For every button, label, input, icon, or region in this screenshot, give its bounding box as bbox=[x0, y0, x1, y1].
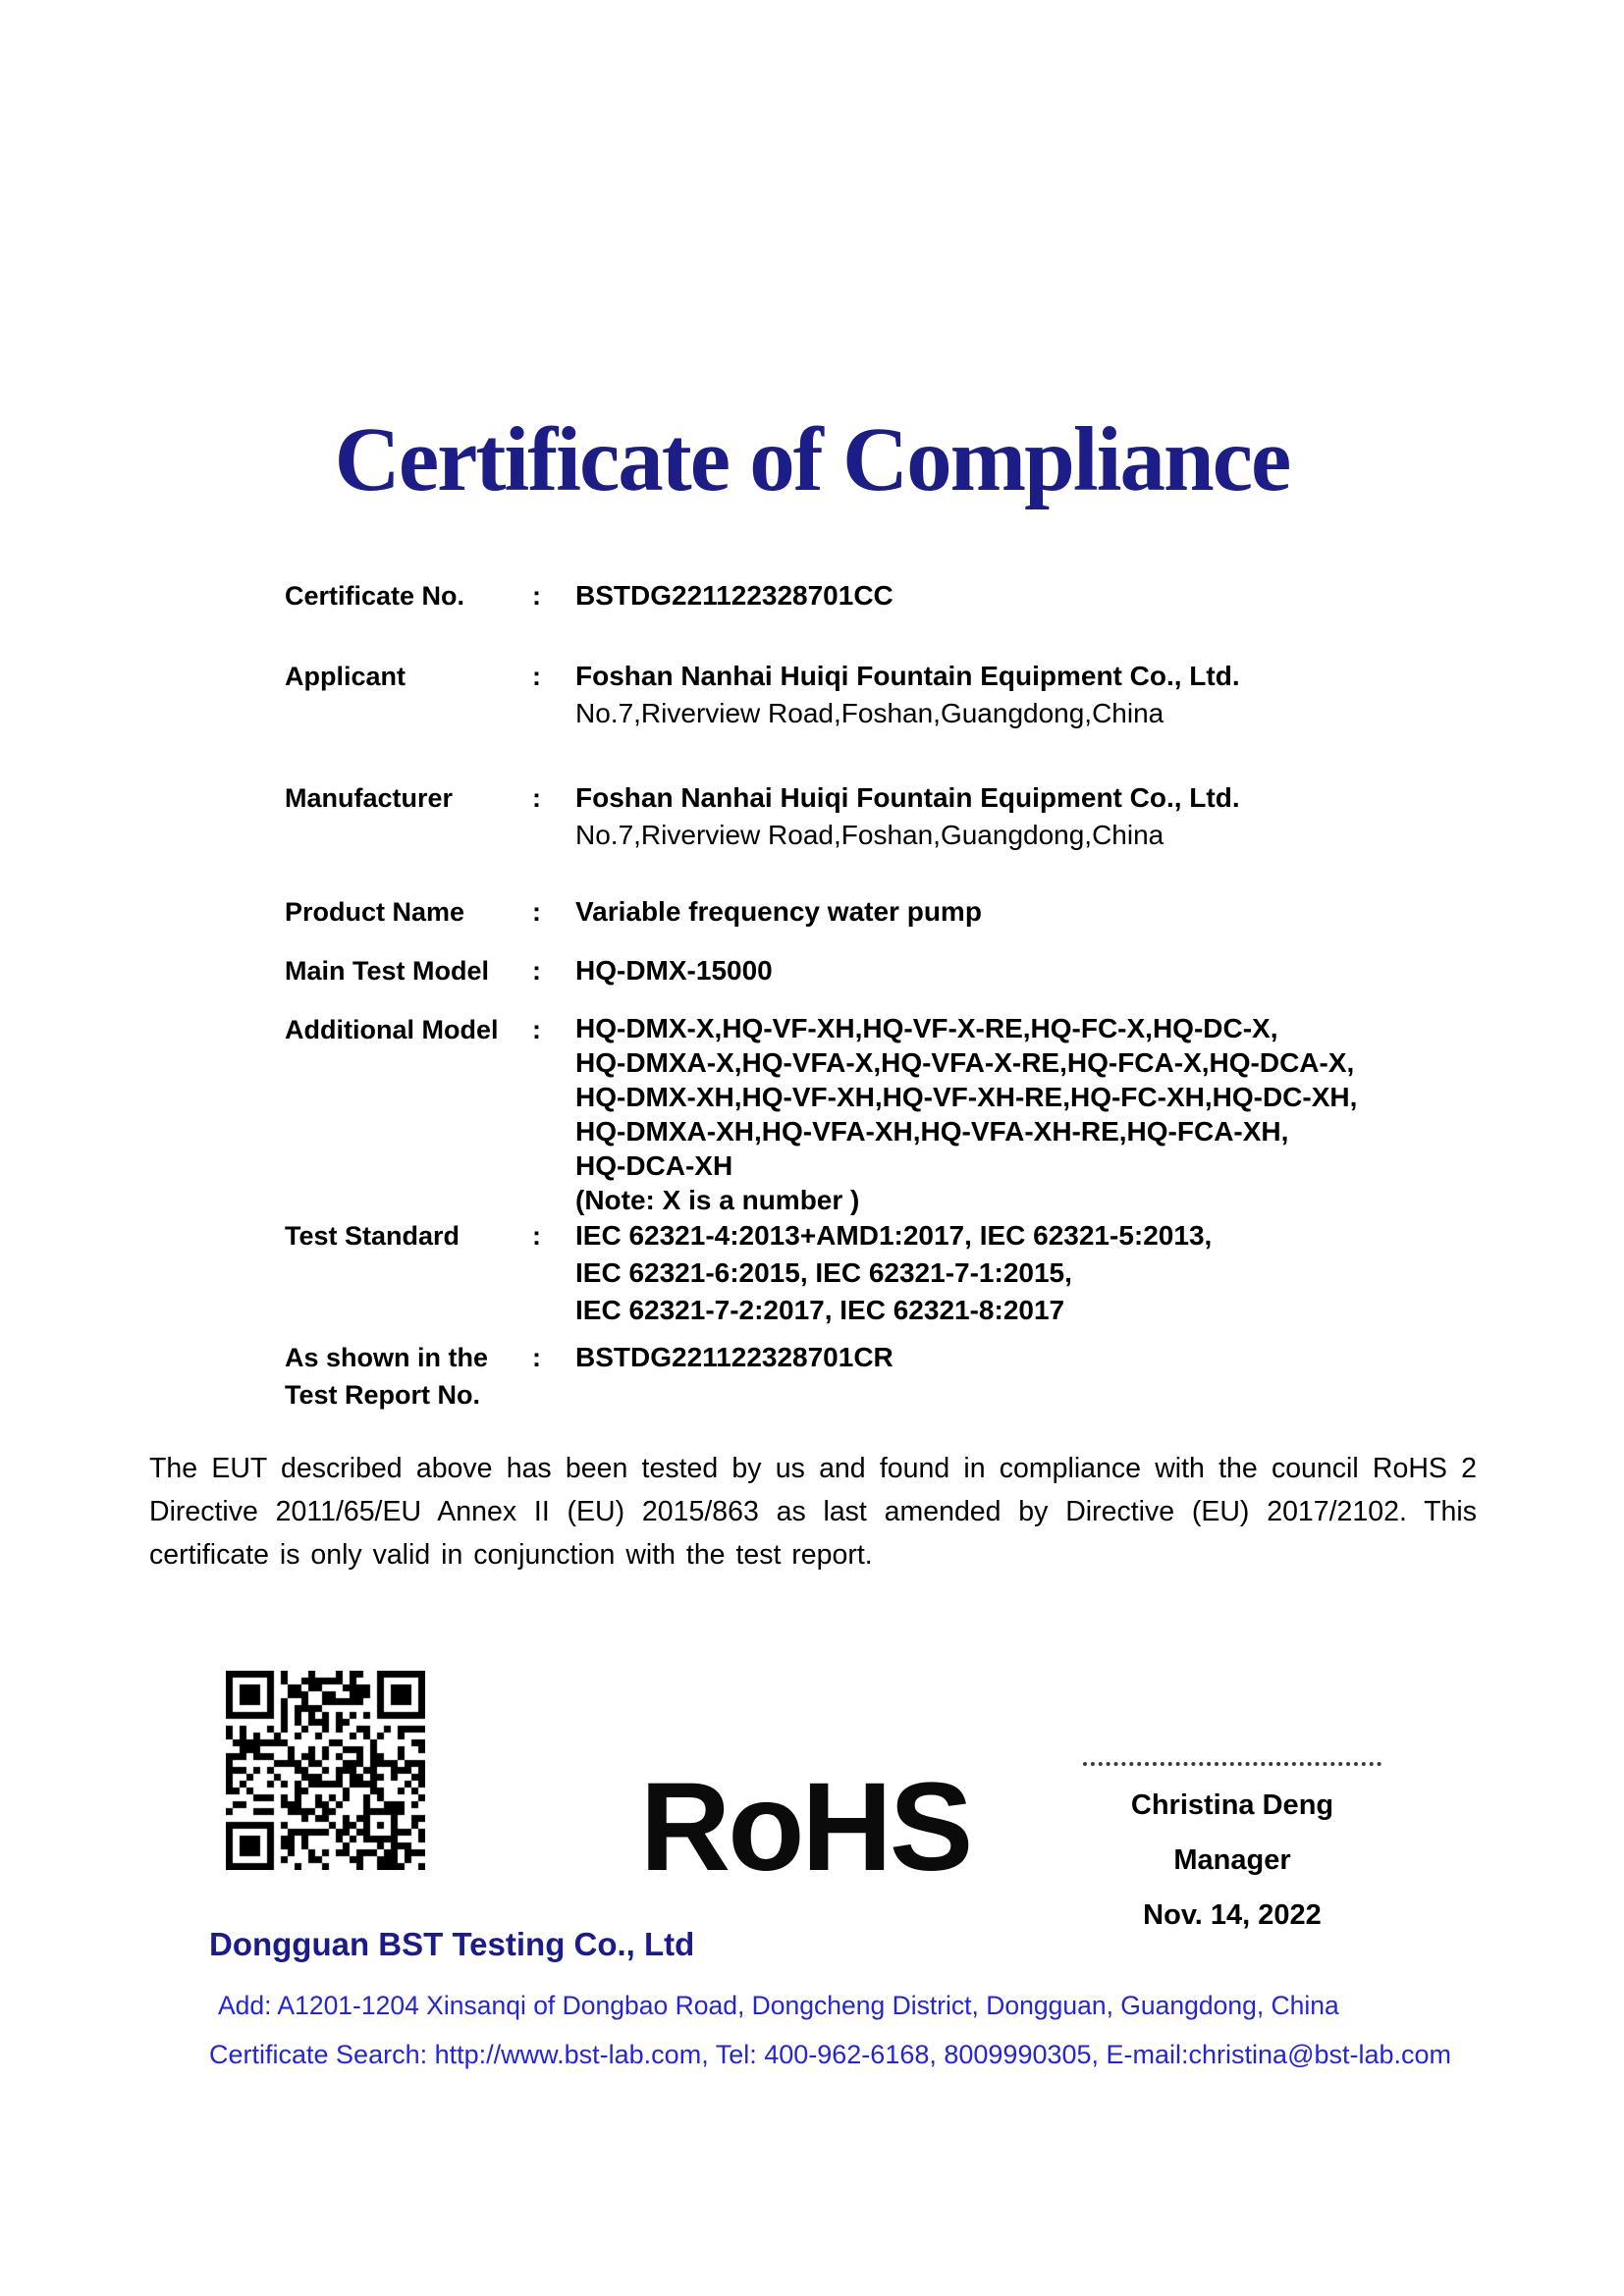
qr-code bbox=[226, 1671, 425, 1870]
detail-row bbox=[285, 658, 1492, 732]
detail-label-line: Test Standard bbox=[285, 1221, 460, 1251]
detail-row bbox=[285, 1339, 1492, 1414]
detail-value-line: Foshan Nanhai Huiqi Fountain Equipment Co., Ltd. bbox=[575, 661, 1240, 691]
detail-label-line: Test Report No. bbox=[285, 1380, 481, 1410]
signatory-role: Manager bbox=[1173, 1844, 1291, 1876]
detail-value-line: (Note: X is a number ) bbox=[575, 1185, 860, 1215]
signatory-name: Christina Deng bbox=[1130, 1789, 1334, 1821]
detail-value-line: HQ-DMX-15000 bbox=[575, 955, 773, 986]
detail-value-line: IEC 62321-6:2015, IEC 62321-7-1:2015, bbox=[575, 1257, 1072, 1288]
detail-label bbox=[285, 658, 532, 695]
certificate-details-table bbox=[285, 577, 1492, 1414]
rohs-mark: RoHS bbox=[639, 1757, 971, 1897]
detail-separator: : bbox=[532, 897, 541, 927]
detail-value-line: HQ-DCA-XH bbox=[575, 1150, 733, 1181]
detail-separator: : bbox=[532, 956, 541, 986]
detail-label bbox=[285, 952, 532, 989]
detail-label bbox=[285, 893, 532, 931]
detail-value-line: HQ-DMXA-XH,HQ-VFA-XH,HQ-VFA-XH-RE,HQ-FCA-XH, bbox=[575, 1116, 1289, 1147]
detail-value bbox=[575, 577, 1492, 614]
detail-row bbox=[285, 893, 1492, 931]
detail-label bbox=[285, 1217, 532, 1255]
detail-row bbox=[285, 1011, 1492, 1217]
detail-label-line: As shown in the bbox=[285, 1343, 489, 1372]
detail-value-line: HQ-DMX-X,HQ-VF-XH,HQ-VF-X-RE,HQ-FC-X,HQ-DC-X, bbox=[575, 1013, 1278, 1043]
signature-date: Nov. 14, 2022 bbox=[1143, 1899, 1322, 1931]
detail-label bbox=[285, 1339, 532, 1414]
issuer-contact: Certificate Search: http://www.bst-lab.com, Tel: 400-962-6168, 8009990305, E-mail:christina@bst-lab.com bbox=[209, 2040, 1452, 2069]
detail-label-line: Product Name bbox=[285, 897, 465, 927]
detail-value-line: No.7,Riverview Road,Foshan,Guangdong,China bbox=[575, 698, 1164, 728]
detail-separator: : bbox=[532, 1221, 541, 1251]
detail-value-line: BSTDG221122328701CC bbox=[575, 580, 893, 611]
detail-label-line: Certificate No. bbox=[285, 581, 465, 611]
detail-label-line: Manufacturer bbox=[285, 783, 454, 813]
signature-dotted-line bbox=[1083, 1762, 1381, 1766]
detail-value-line: No.7,Riverview Road,Foshan,Guangdong,China bbox=[575, 820, 1164, 850]
detail-value-line: HQ-DMX-XH,HQ-VF-XH,HQ-VF-XH-RE,HQ-FC-XH,HQ-DC-XH, bbox=[575, 1082, 1358, 1112]
detail-value bbox=[575, 893, 1492, 931]
detail-value bbox=[575, 658, 1492, 732]
detail-value bbox=[575, 952, 1492, 989]
detail-value-line: BSTDG221122328701CR bbox=[575, 1342, 893, 1372]
signature-block bbox=[1065, 1762, 1399, 1943]
detail-row bbox=[285, 779, 1492, 854]
detail-separator: : bbox=[532, 783, 541, 813]
detail-label-line: Main Test Model bbox=[285, 956, 490, 986]
detail-value-line: HQ-DMXA-X,HQ-VFA-X,HQ-VFA-X-RE,HQ-FCA-X,HQ-DCA-X, bbox=[575, 1047, 1355, 1078]
issuer-address: Add: A1201-1204 Xinsanqi of Dongbao Road, Dongcheng District, Dongguan, Guangdong, China bbox=[218, 1991, 1339, 2020]
detail-separator: : bbox=[532, 581, 541, 611]
certificate-title: Certificate of Compliance bbox=[334, 409, 1290, 510]
detail-label bbox=[285, 577, 532, 614]
detail-value-line: IEC 62321-7-2:2017, IEC 62321-8:2017 bbox=[575, 1295, 1065, 1325]
detail-value bbox=[575, 779, 1492, 854]
detail-value bbox=[575, 1217, 1492, 1329]
detail-row bbox=[285, 1217, 1492, 1329]
detail-value-line: Variable frequency water pump bbox=[575, 896, 982, 927]
detail-label bbox=[285, 779, 532, 817]
detail-label-line: Additional Model bbox=[285, 1015, 499, 1044]
detail-separator: : bbox=[532, 1015, 541, 1044]
detail-value-line: IEC 62321-4:2013+AMD1:2017, IEC 62321-5:2013, bbox=[575, 1220, 1213, 1251]
detail-value bbox=[575, 1339, 1492, 1376]
detail-row bbox=[285, 952, 1492, 989]
detail-value bbox=[575, 1011, 1492, 1217]
issuer-name: Dongguan BST Testing Co., Ltd bbox=[209, 1926, 695, 1962]
detail-label-line: Applicant bbox=[285, 662, 406, 691]
detail-row bbox=[285, 577, 1492, 614]
detail-value-line: Foshan Nanhai Huiqi Fountain Equipment Co., Ltd. bbox=[575, 782, 1240, 813]
detail-separator: : bbox=[532, 1343, 541, 1372]
compliance-statement: The EUT described above has been tested by us and found in compliance with the council RoHS 2 Directive 2011/65/EU Annex II (EU) 2015/863 as last amended by Directive (EU) 2017/2102. This certificate is only valid in conjunction with the test report. bbox=[149, 1453, 1477, 1571]
detail-separator: : bbox=[532, 662, 541, 691]
detail-label bbox=[285, 1011, 532, 1048]
